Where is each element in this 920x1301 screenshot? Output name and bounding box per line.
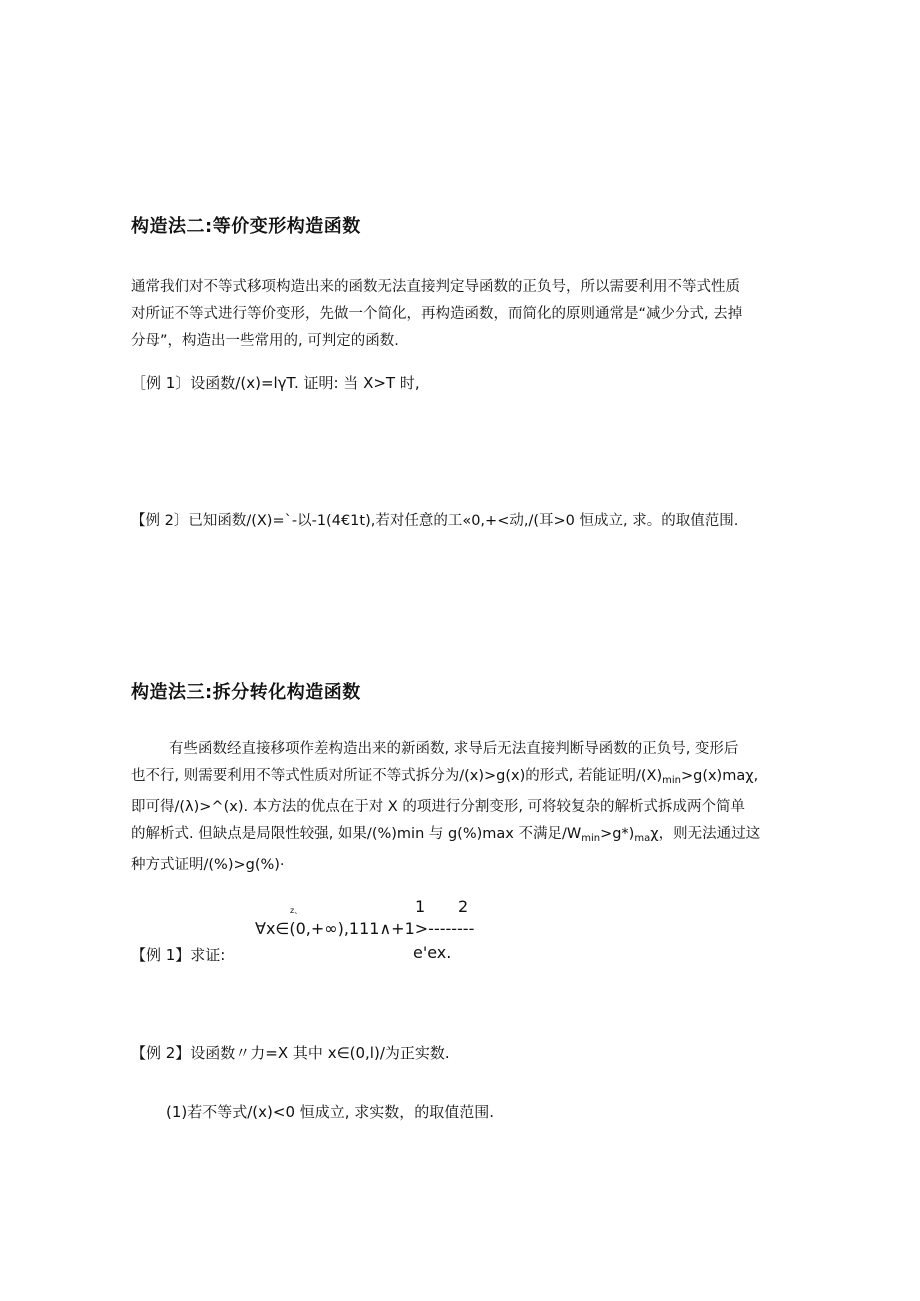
example-2-question-1: (1)若不等式/(x)<0 恒成立, 求实数，的取值范围. [166,1103,495,1121]
para-text: χ，则无法通过这 [650,826,761,842]
para-text: 有些函数经直接移项作差构造出来的新函数, 求导后无法直接判断导函数的正负号, 变形后 [169,741,739,757]
intro-line: 对所证不等式进行等价变形，先做一个简化，再构造函数，而简化的原则通常是“减少分式, 去掉 [131,306,743,322]
intro-line: 分母”，构造出一些常用的, 可判定的函数. [131,333,399,349]
section-2-example-1: ［例 1〕设函数/(x)=lγT. 证明: 当 X>T 时, [131,374,420,392]
subscript: min [662,775,681,786]
fraction-numerator-2: 2 [458,897,469,916]
fraction-numerator-1: 1 [415,897,426,916]
subscript: ma [634,833,651,844]
subscript: min [581,833,601,844]
para-text: 即可得/(λ)>^(x). 本方法的优点在于对 X 的项进行分割变形, 可将较复杂的解析式拆成两个简单 [131,799,746,815]
example-1-formula: ∀x∈(0,+∞),111∧+1>-------- [255,919,475,938]
example-2-label: 【例 2】设函数〃力=X 其中 x∈(0,l)/为正实数. [131,1044,450,1062]
para-text: 种方式证明/(%)>g(%)· [131,857,285,873]
para-line [131,763,791,794]
example-1-label: 【例 1】求证: [131,946,226,964]
fraction-denominator: e'ex. [413,943,452,962]
section-2-heading: 构造法二:等价变形构造函数 [131,216,361,237]
section-2-example-2: 【例 2〕已知函数/(X)=`-以-1(4€1t),若对任意的工«0,+<动,/(耳>0 恒成立, 求。的取值范围. [131,513,739,529]
para-text: 的解析式. 但缺点是局限性较强, 如果/(%)min 与 g(%)max 不满足/W [131,826,582,842]
para-line [131,736,791,763]
para-line [131,794,791,821]
para-line [131,821,791,852]
para-line [131,852,791,879]
section-3-heading: 构造法三:拆分转化构造函数 [131,682,361,703]
small-mark: z、 [290,906,303,915]
section-3-paragraph [131,736,791,879]
para-text: >g*) [600,826,635,842]
intro-line: 通常我们对不等式移项构造出来的函数无法直接判定导函数的正负号，所以需要利用不等式性质 [131,279,740,295]
para-text: >g(x)maχ, [680,768,759,784]
para-text: 也不行, 则需要利用不等式性质对所证不等式拆分为/(x)>g(x)的形式, 若能证明/(X) [131,768,663,784]
section-2-intro [131,274,791,355]
